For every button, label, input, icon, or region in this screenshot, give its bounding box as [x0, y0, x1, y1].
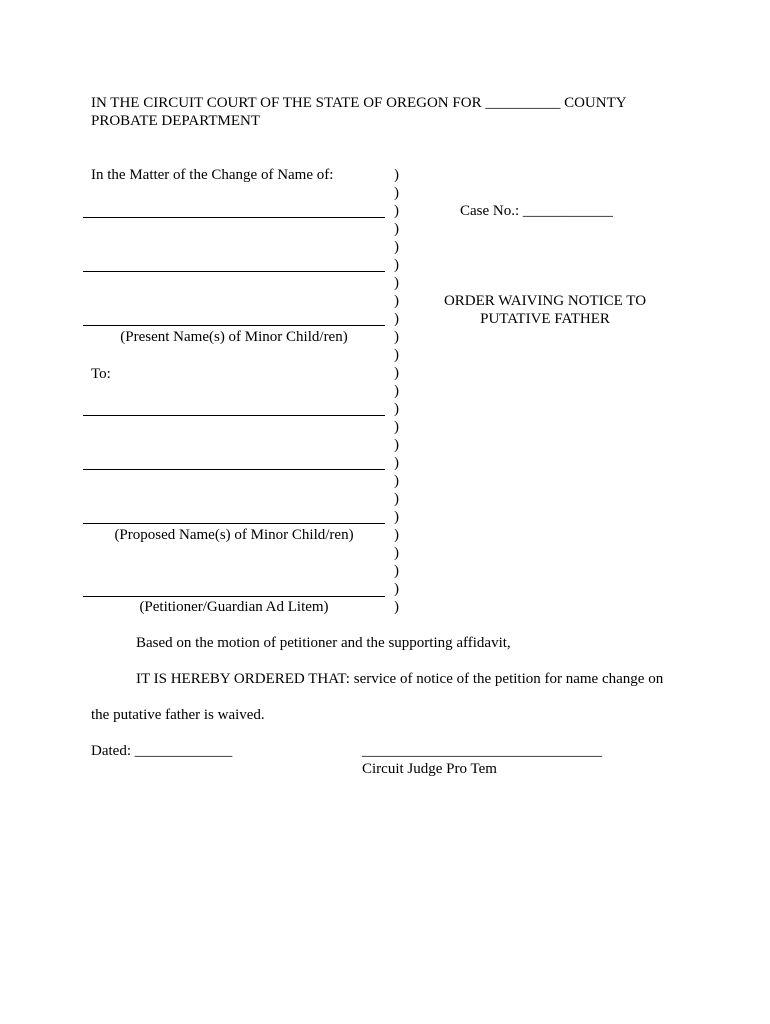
- to-line-2[interactable]: [83, 469, 385, 470]
- dated-field: Dated: _____________: [91, 743, 233, 759]
- body-paragraph-1: Based on the motion of petitioner and the supporting affidavit,: [136, 635, 511, 651]
- court-heading: IN THE CIRCUIT COURT OF THE STATE OF OREGON FOR __________ COUNTY: [91, 95, 627, 111]
- name-line-2[interactable]: [83, 271, 385, 272]
- matter-label: In the Matter of the Change of Name of:: [91, 167, 334, 183]
- present-name-caption: (Present Name(s) of Minor Child/ren): [120, 329, 348, 345]
- caption-paren: ): [394, 329, 399, 345]
- caption-paren: ): [394, 437, 399, 453]
- caption-paren: ): [394, 473, 399, 489]
- case-number: Case No.: ____________: [460, 203, 613, 219]
- caption-paren: ): [394, 599, 399, 615]
- body-paragraph-2-line1: IT IS HEREBY ORDERED THAT: service of notice of the petition for name change on: [136, 671, 664, 687]
- petitioner-caption: (Petitioner/Guardian Ad Litem): [139, 599, 329, 615]
- department-heading: PROBATE DEPARTMENT: [91, 113, 260, 129]
- judge-signature-line: ________________________________: [362, 743, 602, 759]
- caption-paren: ): [394, 311, 399, 327]
- present-name-line[interactable]: [83, 325, 385, 326]
- caption-paren: ): [394, 455, 399, 471]
- caption-paren: ): [394, 185, 399, 201]
- caption-paren: ): [394, 509, 399, 525]
- to-line-1[interactable]: [83, 415, 385, 416]
- caption-paren: ): [394, 527, 399, 543]
- caption-paren: ): [394, 419, 399, 435]
- caption-paren: ): [394, 401, 399, 417]
- caption-paren: ): [394, 275, 399, 291]
- caption-paren: ): [394, 563, 399, 579]
- caption-paren: ): [394, 383, 399, 399]
- caption-paren: ): [394, 239, 399, 255]
- order-title-line2: PUTATIVE FATHER: [480, 311, 610, 327]
- caption-paren: ): [394, 347, 399, 363]
- caption-paren: ): [394, 293, 399, 309]
- caption-paren: ): [394, 491, 399, 507]
- proposed-name-line[interactable]: [83, 523, 385, 524]
- caption-paren: ): [394, 167, 399, 183]
- caption-paren: ): [394, 257, 399, 273]
- petitioner-line[interactable]: [83, 596, 385, 597]
- caption-paren: ): [394, 365, 399, 381]
- order-title-line1: ORDER WAIVING NOTICE TO: [443, 293, 647, 309]
- name-line-1[interactable]: [83, 217, 385, 218]
- caption-paren: ): [394, 545, 399, 561]
- caption-paren: ): [394, 581, 399, 597]
- body-paragraph-2-line2: the putative father is waived.: [91, 707, 265, 723]
- caption-paren: ): [394, 203, 399, 219]
- to-label: To:: [91, 366, 111, 382]
- caption-paren: ): [394, 221, 399, 237]
- judge-title: Circuit Judge Pro Tem: [362, 761, 497, 777]
- proposed-name-caption: (Proposed Name(s) of Minor Child/ren): [114, 527, 354, 543]
- caption-paren-column: [394, 166, 404, 616]
